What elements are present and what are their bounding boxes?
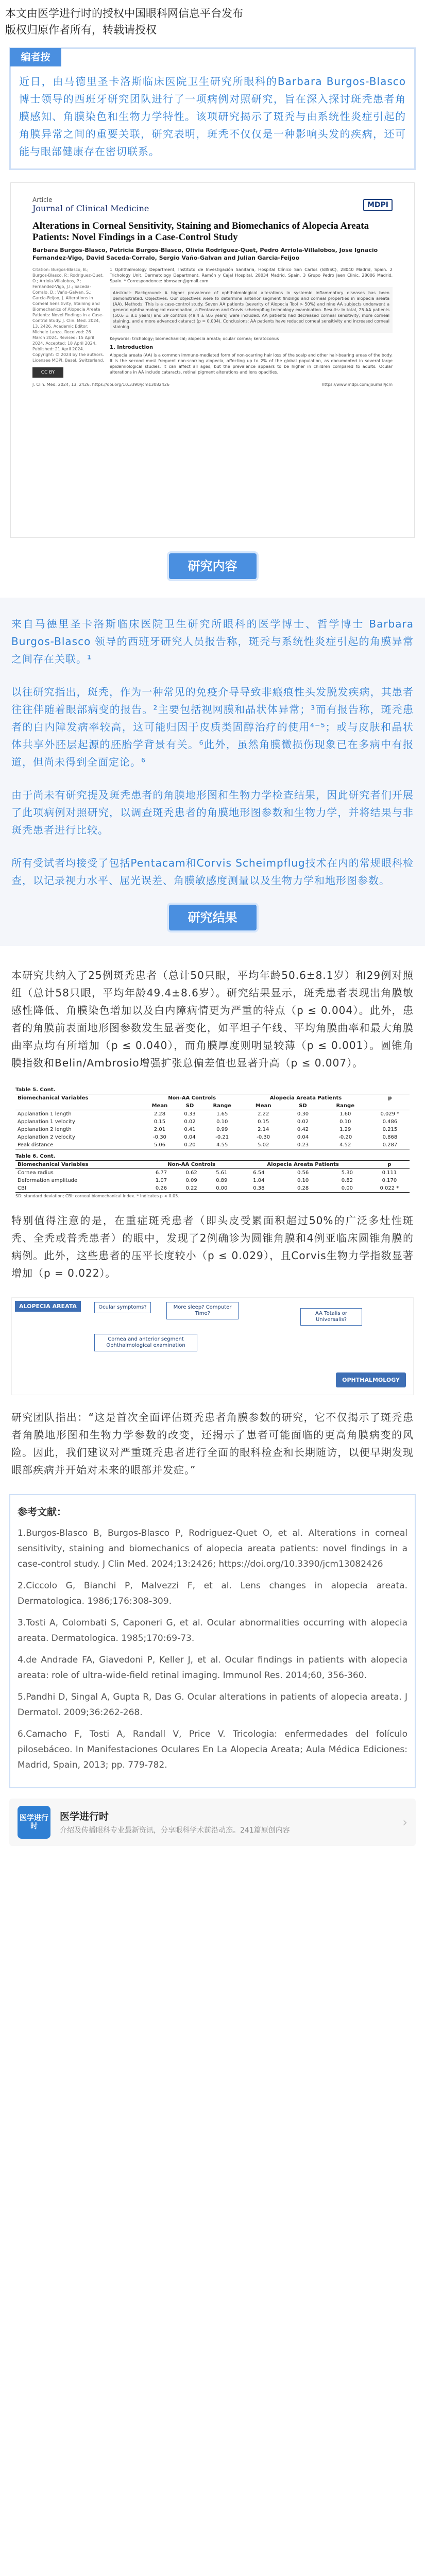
account-name: 医学进行时: [60, 1810, 109, 1822]
table-cell: 0.215: [382, 1127, 398, 1132]
table-cell: 0.23: [285, 1141, 320, 1149]
table-row: [15, 1110, 410, 1118]
table-cell: CBI: [15, 1184, 146, 1193]
content-paragraph: 以往研究指出，斑秃，作为一种常见的免疫介导导致非瘢痕性头发脱发疾病，其患者往往伴随着眼部病变的报告。²主要包括视网膜和晶状体异常；³而有报告称，斑秃患者的白内障发病率较高，这可能归因于皮质类固醇治疗的使用⁴⁻⁵；或与皮肤和晶状体共享外胚层起源的胚胎学背景有关。⁶此外，虽然角膜微损伤现象已在多病中有报道，但尚未得到全面定论。⁶: [11, 686, 414, 768]
table-note: SD: standard deviation; CBI: corneal biomechanical index. * Indicates p < 0.05.: [15, 1194, 179, 1198]
table-cell: 0.09: [185, 1178, 197, 1183]
table-group-header: Alopecia Areata Patients: [241, 1094, 370, 1103]
table-cell: 1.29: [339, 1127, 351, 1132]
table-cell: -0.30: [257, 1134, 270, 1140]
table-cell: 0.04: [184, 1134, 196, 1140]
paper-footer-citation: J. Clin. Med. 2024, 13, 2426. https://doi.org/10.3390/jcm13082426: [32, 382, 169, 387]
table-cell: 0.99: [216, 1127, 228, 1132]
flow-box: Cornea and anterior segment Ophthalmological examination: [94, 1334, 197, 1351]
references-box: [9, 1494, 416, 1788]
table-cell: 4.55: [203, 1141, 241, 1149]
editor-note-text: 近日，由马德里圣卡洛斯临床医院卫生研究所眼科的Barbara Burgos-Blasco博士领导的西班牙研究团队进行了一项病例对照研究，旨在深入探讨斑秃患者角膜感知、角膜染色和生物力学特性。该项研究揭示了斑秃与由系统性炎症引起的角膜异常之间的重要关联，研究表明，斑秃不仅仅是一种影响头发的疾病，还可能与眼部健康存在密切联系。: [19, 75, 406, 158]
reference-item: 5.Pandhi D, Singal A, Gupta R, Das G. Ocular alterations in patients of alopecia areata. J Dermatol. 2009;36:262-268.: [18, 1692, 407, 1718]
table-cell: 0.00: [325, 1184, 369, 1193]
table-cell: 5.02: [241, 1141, 285, 1149]
table-cell: 0.10: [339, 1119, 351, 1125]
table-cell: 0.15: [154, 1119, 166, 1125]
table-cell: 0.04: [297, 1134, 309, 1140]
reference-item: 1.Burgos-Blasco B, Burgos-Blasco P, Rodriguez-Quet O, et al. Alterations in corneal sensitivity, staining and biomechanics of alopecia areata patients: novel findings in a case-control study. J Clin Med. 2024;13:2426; https://doi.org/10.3390/jcm13082426: [18, 1528, 407, 1569]
table-col-header: Mean: [241, 1102, 285, 1110]
table-cell: 0.15: [258, 1119, 269, 1125]
table-cell: 0.30: [297, 1111, 309, 1117]
table-col-header: SD: [177, 1102, 203, 1110]
table-cell: 2.22: [258, 1111, 269, 1117]
table-cell: 0.111: [382, 1170, 397, 1176]
table-cell: Applanation 1 length: [18, 1111, 72, 1117]
table-cell: -0.21: [215, 1134, 229, 1140]
copyright-note: 本文由医学进行时的授权中国眼科网信息平台发布 版权归原作者所有，转载请授权: [5, 7, 243, 36]
table-cell: 1.65: [216, 1111, 228, 1117]
paper-article-label: Article: [32, 196, 53, 204]
table-cell: 2.28: [154, 1111, 166, 1117]
table-group-header: Alopecia Areata Patients: [237, 1161, 369, 1169]
table-cell: 2.01: [154, 1127, 166, 1132]
editor-note-box: [9, 47, 416, 170]
table-cell: 5.06: [143, 1141, 177, 1149]
table-cell: 0.38: [237, 1184, 281, 1193]
table-cell: 0.10: [297, 1178, 309, 1183]
table-cell: 5.61: [216, 1170, 228, 1176]
table-cell: 0.287: [370, 1141, 410, 1149]
section-tag-result: 研究结果: [169, 905, 257, 930]
results-section: [0, 946, 425, 1479]
table-cell: 0.868: [382, 1134, 398, 1140]
table-cell: 0.33: [184, 1111, 196, 1117]
content-paragraph: 所有受试者均接受了包括Pentacam和Corvis Scheimpflug技术在内的常规眼科检查，以记录视力水平、屈光误差、角膜敏感度测量以及生物力学和地形图参数。: [11, 857, 414, 887]
table-cell: 0.56: [297, 1170, 309, 1176]
table-row: [15, 1141, 410, 1149]
table-row: [15, 1126, 410, 1133]
table-caption: Table 5. Cont.: [15, 1087, 56, 1093]
table-col-header: Range: [320, 1102, 370, 1110]
results-paragraph-2: 特别值得注意的是，在重症斑秃患者（即头皮受累面积超过50%的广泛多灶性斑秃、全秃或普秃患者）的眼中，发现了2例确诊为圆锥角膜和4例亚临床圆锥角膜的病例。此外，这些患者的压平长度较小（p ≤ 0.029），且Corvis生物力学指数显著增加（p = 0.022）。: [11, 1214, 414, 1279]
table-cell: 0.62: [185, 1170, 197, 1176]
paper-affiliations: 1 Ophthalmology Department, Instituto de Investigación Sanitaria, Hospital Clínico San Carlos (IdISSC), 28040 Madrid, Spain. 2 Trichology Unit, Dermatology Department, Ramón y Cajal Hospital, 28034 Madrid, Spain. 3 Grupo Pedro Jaen Clinic, 28006 Madrid, Spain. * Correspondence: bbmsaen@gmail.com: [110, 267, 393, 283]
table-group-header: p: [369, 1161, 410, 1169]
paper-left-meta: [32, 267, 110, 378]
table-cell: 0.82: [341, 1178, 353, 1183]
paper-right-column: [110, 267, 393, 378]
table-col-header: Mean: [143, 1102, 177, 1110]
reference-item: 3.Tosti A, Colombati S, Caponeri G, et al. Ocular abnormalities occurring with alopecia areata. Dermatologica. 1985;170:69-73.: [18, 1618, 407, 1643]
flow-box: AA Totalis or Universalis?: [300, 1308, 362, 1326]
mdpi-logo: MDPI: [363, 199, 393, 211]
table-cell: 0.02: [184, 1119, 196, 1125]
table-cell: Applanation 2 length: [18, 1127, 72, 1132]
editor-note-tag: 编者按: [10, 48, 61, 66]
table-group-header: Biomechanical Variables: [15, 1094, 143, 1103]
table-cell: Cornea radius: [18, 1170, 54, 1176]
reference-item: 6.Camacho F, Tosti A, Randall V, Price V. Tricologia: enfermedades del folículo pilosebáceo. In Manifestaciones Oculares En La Alopecia Areata; Aula Médica Ediciones: Madrid, Spain, 2013; pp. 779-782.: [18, 1729, 407, 1770]
paper-journal-name: Journal of Clinical Medicine: [32, 204, 149, 213]
table-cell: 1.04: [253, 1178, 265, 1183]
account-description: 介绍及传播眼科专业最新资讯，分享眼科学术前沿动态。241篇原创内容: [60, 1826, 290, 1835]
table-cell: 6.54: [253, 1170, 265, 1176]
table-cell: 4.52: [320, 1141, 370, 1149]
table-body: [15, 1110, 410, 1149]
flow-box: Ocular symptoms?: [94, 1302, 151, 1313]
paper-title: Alterations in Corneal Sensitivity, Staining and Biomechanics of Alopecia Areata Patients: Novel Findings in a Case-Control Study: [32, 221, 369, 243]
results-paragraph-3: 研究团队指出：“这是首次全面评估斑秃患者角膜参数的研究，它不仅揭示了斑秃患者角膜地形图和生物力学参数的改变，还揭示了患者可能面临的更高角膜病变的风险。因此，我们建议对严重斑秃患者进行全面的眼科检查和长期随访，以便早期发现眼部疾病并开始对未来的眼部并发症。”: [11, 1411, 414, 1476]
table-body-2: [15, 1169, 410, 1193]
biomech-table-2: [15, 1160, 410, 1193]
table-cell: 0.41: [184, 1127, 196, 1132]
paper-footer: [32, 382, 393, 387]
cc-license-badge: CC BY: [32, 367, 63, 378]
table-row: [15, 1177, 410, 1184]
paper-first-page-image: [10, 182, 415, 538]
chevron-right-icon: ›: [402, 1815, 407, 1829]
paper-footer-url: https://www.mdpi.com/journal/jcm: [321, 382, 393, 387]
table-group-header: Non-AA Controls: [146, 1161, 237, 1169]
table-cell: 0.22: [176, 1184, 207, 1193]
table-cell: 0.029 *: [380, 1111, 400, 1117]
table-row: [15, 1133, 410, 1141]
table-cell: 1.07: [155, 1178, 167, 1183]
table-group-header: p: [370, 1094, 410, 1103]
biomech-table: [15, 1094, 410, 1149]
table-cell: Applanation 2 velocity: [18, 1134, 75, 1140]
account-card[interactable]: [9, 1799, 416, 1846]
table-cell: 0.02: [297, 1119, 309, 1125]
table-group-header: Biomechanical Variables: [15, 1161, 146, 1169]
flow-box: More sleep? Computer Time?: [166, 1302, 239, 1319]
paper-intro-heading: 1. Introduction: [110, 345, 154, 350]
table-row: [15, 1118, 410, 1126]
table-col-header: Range: [203, 1102, 241, 1110]
table-cell: 0.28: [281, 1184, 325, 1193]
account-logo: 医学进行时: [18, 1806, 50, 1839]
table-cell: 2.14: [258, 1127, 269, 1132]
table-cell: 5.30: [341, 1170, 353, 1176]
table-cell: Deformation amplitude: [18, 1178, 78, 1183]
table-cell: Applanation 1 velocity: [18, 1119, 75, 1125]
table-cell: 6.77: [155, 1170, 167, 1176]
table-cell: 0.022 *: [369, 1184, 410, 1193]
table-row: [15, 1184, 410, 1193]
table-cell: -0.30: [153, 1134, 166, 1140]
paper-intro-text: Alopecia areata (AA) is a common immune-mediated form of non-scarring hair loss of the scalp and other hair-bearing areas of the body. It is the second most frequent non-scarring alopecia, affecting up to 2% of the global population, as documented in several large epidemiological studies. It can affect all ages, but the prevalence appears to be higher in children compared to adults. Ocular alterations in AA include cataracts, retinal pigment alterations and lens opacities.: [110, 353, 393, 375]
table-cell: 0.00: [207, 1184, 237, 1193]
table-cell: 0.486: [382, 1119, 398, 1125]
content-paragraph: 来自马德里圣卡洛斯临床医院卫生研究所眼科的医学博士、哲学博士 Barbara Burgos-Blasco 领导的西班牙研究人员报告称，斑秃与系统性炎症引起的角膜异常之间存在关联。¹: [11, 618, 414, 665]
table-col-header: SD: [285, 1102, 320, 1110]
paper-abstract: Abstract: Background: A higher prevalence of ophthalmological alterations in systemic inflammatory diseases has been demonstrated. Objectives: Our objectives were to determine anterior segment findings and corneal properties in alopecia areata (AA). Methods: This is a case-control study. Seven AA patients (severity of Alopecia Tool > 50%) and nine AA subjects underwent a general ophthalmological examination, a Pentacam and Corvis scheimpflug technology examination. Results: In total, 25 AA patients (50.6 ± 8.1 years) and 29 controls (49.4 ± 8.6 years) were included. AA patients had decreased corneal sensitivity, more corneal staining, and a more advanced cataract (p = 0.004). Conclusions: AA patients have reduced corneal sensitivity and increased corneal staining.: [110, 287, 393, 333]
table-cell: 0.42: [297, 1127, 309, 1132]
table-cell: 1.60: [339, 1111, 351, 1117]
table-cell: 0.170: [382, 1178, 397, 1183]
paper-keywords: Keywords: trichology; biomechanical; alopecia areata; ocular cornea; keratoconus: [110, 336, 279, 341]
table-cell: -0.20: [338, 1134, 352, 1140]
reference-item: 2.Ciccolo G, Bianchi P, Malvezzi F, et al. Lens changes in alopecia areata. Dermatologica. 1986;176:308-309.: [18, 1581, 407, 1606]
table-cell: 0.20: [177, 1141, 203, 1149]
table-caption-2: Table 6. Cont.: [15, 1154, 56, 1159]
references-heading: 参考文献：: [18, 1506, 67, 1518]
section-tag-content: 研究内容: [169, 553, 257, 579]
table-row: [15, 1169, 410, 1177]
table-cell: 0.10: [216, 1119, 228, 1125]
table-cell: 0.26: [146, 1184, 177, 1193]
content-panel: [0, 598, 425, 946]
biomech-table-image: [15, 1087, 410, 1198]
table-cell: 0.89: [216, 1178, 228, 1183]
flow-title: ALOPECIA AREATA: [15, 1301, 81, 1312]
flow-diagram-image: [11, 1297, 414, 1395]
reference-item: 4.de Andrade FA, Giavedoni P, Keller J, et al. Ocular findings in patients with alopecia areata: role of ultra-wide-field retinal imaging. Immunol Res. 2014;60, 356-360.: [18, 1655, 407, 1681]
table-cell: Peak distance: [15, 1141, 143, 1149]
content-body: [11, 615, 414, 889]
paper-citation-meta: Citation: Burgos-Blasco, B.; Burgos-Blasco, P.; Rodriguez-Quet, O.; Arriola-Villalobos, P.; Fernandez-Vigo, J.I.; Saceda-Corralo, D.; Vaño-Galvan, S.; Garcia-Feijoo, J. Alterations in Corneal Sensitivity, Staining and Biomechanics of Alopecia Areata Patients: Novel Findings in a Case-Control Study. J. Clin. Med. 2024, 13, 2426. Academic Editor: Michele Lanza. Received: 26 March 2024. Revised: 15 April 2024. Accepted: 18 April 2024. Published: 21 April 2024. Copyright: © 2024 by the authors. Licensee MDPI, Basel, Switzerland.: [32, 267, 104, 363]
table-group-header: Non-AA Controls: [143, 1094, 241, 1103]
content-paragraph: 由于尚未有研究提及斑秃患者的角膜地形图和生物力学检查结果，因此研究者们开展了此项病例对照研究，以调查斑秃患者的角膜地形图参数和生物力学，并将结果与非斑秃患者进行比较。: [11, 789, 414, 836]
paper-authors: Barbara Burgos-Blasco, Patricia Burgos-Blasco, Olivia Rodriguez-Quet, Pedro Arriola-Villalobos, Jose Ignacio Fernandez-Vigo, David Saceda-Corralo, Sergio Vaño-Galvan and Julian Garcia-Feijoo: [32, 247, 378, 261]
results-paragraph-1: 本研究共纳入了25例斑秃患者（总计50只眼，平均年龄50.6±8.1岁）和29例对照组（总计58只眼，平均年龄49.4±8.6岁）。研究结果显示，斑秃患者表现出角膜敏感性降低、角膜染色增加以及白内障病情更为严重的特点（p ≤ 0.004）。此外，患者的角膜前表面地形图参数发生显著变化，如平坦子午线、平均角膜曲率和最大角膜曲率点均有所增加（p ≤ 0.040），而角膜厚度则明显较薄（p ≤ 0.001）。圆锥角膜指数和Belin/Ambrosio增强扩张总偏差值也显著升高（p ≤ 0.007）。: [11, 969, 414, 1069]
flow-ophthalmology-label: OPHTHALMOLOGY: [336, 1372, 406, 1387]
